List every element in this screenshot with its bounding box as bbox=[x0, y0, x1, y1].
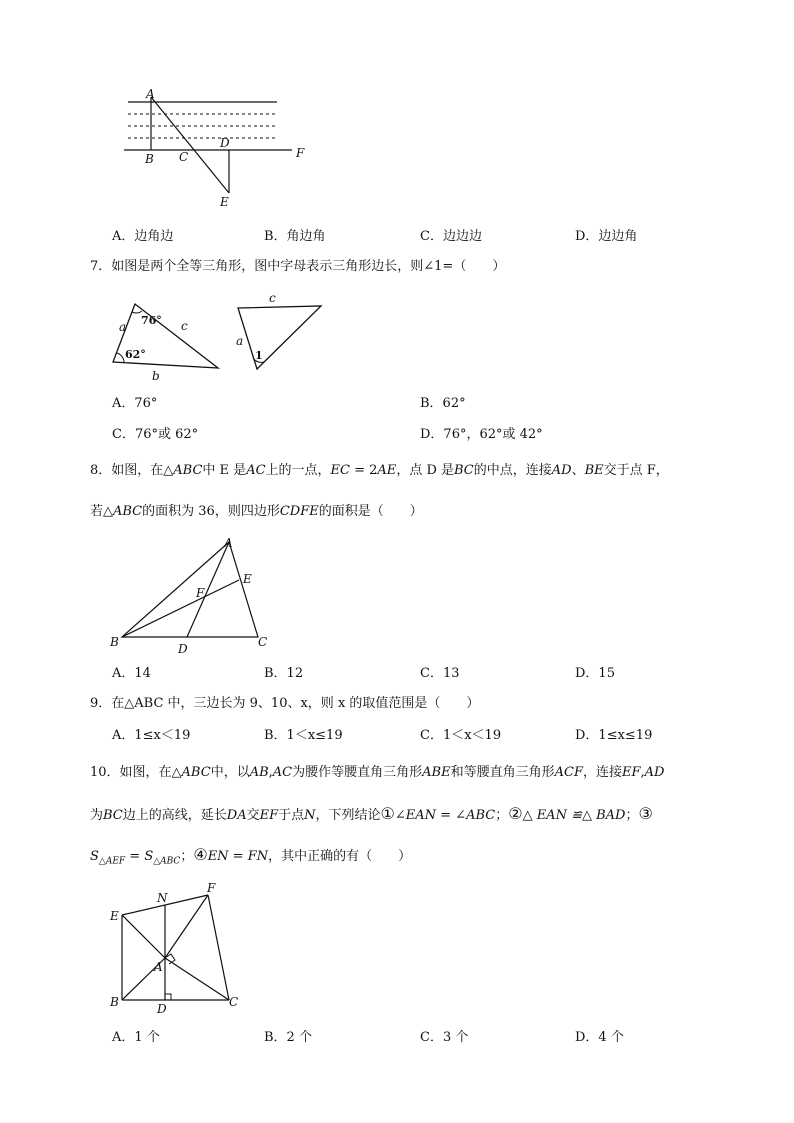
q10-label-d: D bbox=[157, 1002, 167, 1016]
q6-label-b: B bbox=[145, 152, 154, 166]
q10-seg-fc bbox=[208, 895, 229, 1000]
q6-option-b[interactable]: B．角边角 bbox=[264, 229, 326, 244]
q10-label-e: E bbox=[110, 909, 119, 923]
q6-option-a[interactable]: A．边角边 bbox=[112, 229, 174, 244]
q10-option-b[interactable]: B．2 个 bbox=[264, 1030, 312, 1045]
q7-label-62: 62° bbox=[125, 348, 146, 361]
q9-option-c[interactable]: C．1＜x＜19 bbox=[420, 728, 502, 743]
q8-label-a: A bbox=[224, 536, 233, 550]
q9-option-a[interactable]: A．1≤x＜19 bbox=[112, 728, 191, 743]
q6-seg-ae bbox=[151, 97, 229, 193]
q7-option-c[interactable]: C．76°或 62° bbox=[112, 427, 199, 442]
q10-seg-af bbox=[165, 895, 208, 958]
q10-label-a: A bbox=[154, 960, 163, 974]
q7-option-a[interactable]: A．76° bbox=[112, 396, 158, 411]
q6-option-d[interactable]: D．边边角 bbox=[575, 229, 638, 244]
q8-triangle-abc bbox=[122, 542, 258, 637]
q8-option-a[interactable]: A．14 bbox=[112, 666, 151, 681]
q7-label-a2: a bbox=[236, 334, 244, 348]
q10-option-c[interactable]: C．3 个 bbox=[420, 1030, 469, 1045]
q7-label-a1: a bbox=[119, 320, 127, 334]
q10-label-n: N bbox=[157, 891, 168, 905]
q10-stem-line-3: $S_{\triangle AEF} = S_{\triangle ABC}$；④EN = FN，其中正确的有（ ） bbox=[90, 845, 412, 867]
q8-label-f: F bbox=[196, 586, 205, 600]
q7-option-d[interactable]: D．76°，62°或 42° bbox=[420, 427, 543, 442]
q10-right-angle-d bbox=[165, 994, 171, 1000]
q6-option-c[interactable]: C．边边边 bbox=[420, 229, 482, 244]
q8-figure bbox=[105, 535, 280, 660]
q7-triangle-2 bbox=[238, 306, 321, 369]
q10-figure bbox=[105, 878, 250, 1018]
q10-label-f: F bbox=[207, 881, 216, 895]
q10-label-b: B bbox=[110, 995, 119, 1009]
q7-label-1: 1 bbox=[255, 349, 263, 362]
q7-label-c2: c bbox=[269, 291, 276, 305]
q9-option-d[interactable]: D．1≤x≤19 bbox=[575, 728, 653, 743]
q6-label-f: F bbox=[296, 146, 305, 160]
q10-option-a[interactable]: A．1 个 bbox=[112, 1030, 160, 1045]
q9-option-b[interactable]: B．1＜x≤19 bbox=[264, 728, 343, 743]
q7-stem: 7．如图是两个全等三角形，图中字母表示三角形边长，则∠1=（ ） bbox=[90, 259, 506, 274]
q6-label-d: D bbox=[220, 136, 230, 150]
q8-label-c: C bbox=[258, 635, 268, 649]
q10-option-d[interactable]: D．4 个 bbox=[575, 1030, 624, 1045]
q6-label-c: C bbox=[179, 150, 189, 164]
q9-stem: 9．在△ABC 中，三边长为 9、10、x，则 x 的取值范围是（ ） bbox=[90, 696, 480, 711]
q7-option-b[interactable]: B．62° bbox=[420, 396, 466, 411]
q8-label-b: B bbox=[110, 635, 119, 649]
q10-stem-line-2: 为BC边上的高线，延长DA交EF于点N，下列结论①∠EAN = ∠ABC；②△ EAN ≌△ BAD；③ bbox=[90, 804, 653, 823]
q10-label-c: C bbox=[229, 995, 239, 1009]
q10-seg-ac bbox=[165, 958, 229, 1000]
q8-seg-ad bbox=[187, 542, 229, 637]
q8-label-d: D bbox=[178, 642, 188, 656]
q8-stem-line-1: 8．如图，在△ABC中 E 是AC上的一点，EC = 2AE，点 D 是BC的中点，连接AD、BE交于点 F， bbox=[90, 463, 669, 478]
q7-angle-arc-62 bbox=[117, 353, 124, 363]
q8-seg-be bbox=[122, 580, 239, 637]
q7-label-b1: b bbox=[152, 369, 160, 383]
q10-seg-ea bbox=[122, 915, 165, 958]
q7-label-c1: c bbox=[181, 319, 188, 333]
q10-stem-line-1: 10．如图，在△ABC中，以AB,AC为腰作等腰直角三角形ABE和等腰直角三角形ACF，连接EF,AD bbox=[90, 765, 665, 780]
q8-label-e: E bbox=[243, 572, 252, 586]
q8-option-c[interactable]: C．13 bbox=[420, 666, 460, 681]
q6-label-e: E bbox=[220, 195, 229, 209]
q7-label-76: 76° bbox=[141, 314, 162, 327]
q6-figure bbox=[120, 86, 320, 211]
q6-label-a: A bbox=[146, 87, 155, 101]
q7-angle-arc-76 bbox=[132, 311, 142, 313]
q8-option-b[interactable]: B．12 bbox=[264, 666, 304, 681]
q8-option-d[interactable]: D．15 bbox=[575, 666, 615, 681]
q7-figure bbox=[105, 288, 335, 383]
q8-stem-line-2: 若△ABC的面积为 36，则四边形CDFE的面积是（ ） bbox=[90, 504, 423, 519]
